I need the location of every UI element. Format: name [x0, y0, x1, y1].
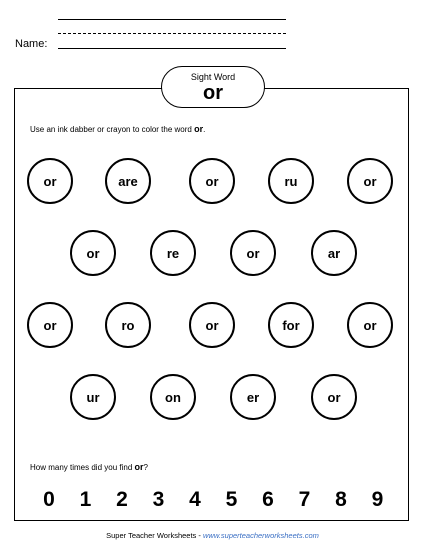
word-bubble[interactable]: or — [347, 158, 393, 204]
word-bubble[interactable]: on — [150, 374, 196, 420]
word-bubble[interactable]: or — [230, 230, 276, 276]
word-bubble[interactable]: or — [189, 302, 235, 348]
word-bubble[interactable]: are — [105, 158, 151, 204]
answer-number[interactable]: 3 — [152, 488, 165, 511]
answer-number[interactable]: 4 — [189, 488, 201, 511]
answer-number[interactable]: 6 — [262, 488, 274, 511]
badge-title: Sight Word — [190, 72, 236, 82]
word-bubble[interactable]: ur — [70, 374, 116, 420]
answer-number[interactable]: 9 — [371, 488, 384, 511]
answer-number[interactable]: 1 — [79, 488, 92, 511]
answer-number[interactable]: 2 — [116, 488, 128, 511]
answer-number[interactable]: 0 — [43, 488, 55, 511]
word-bubble[interactable]: or — [189, 158, 235, 204]
word-bubble[interactable]: ru — [268, 158, 314, 204]
question-suffix: ? — [143, 463, 148, 472]
word-bubble[interactable]: ar — [311, 230, 357, 276]
question-word: or — [134, 462, 144, 472]
answer-number[interactable]: 5 — [225, 488, 238, 511]
word-bubble[interactable]: ro — [105, 302, 151, 348]
question-text — [30, 462, 148, 472]
badge-word: or — [203, 82, 223, 104]
name-dashed-line — [58, 33, 286, 34]
word-bubble[interactable]: or — [347, 302, 393, 348]
name-label: Name: — [15, 38, 48, 50]
sight-word-badge — [161, 66, 265, 108]
question-prefix: How many times did you find — [30, 463, 135, 472]
word-bubble[interactable]: re — [150, 230, 196, 276]
name-bottom-line[interactable] — [58, 48, 286, 49]
name-top-line — [58, 19, 286, 20]
word-bubble[interactable]: or — [70, 230, 116, 276]
footer-text: Super Teacher Worksheets - — [106, 531, 203, 540]
footer — [0, 531, 425, 540]
answer-numbers — [32, 486, 392, 514]
footer-link[interactable]: www.superteacherworksheets.com — [202, 531, 319, 540]
word-bubble[interactable]: or — [311, 374, 357, 420]
instruction-suffix: . — [203, 125, 206, 134]
answer-number[interactable]: 8 — [335, 488, 347, 511]
word-bubble[interactable]: or — [27, 302, 73, 348]
word-bubble[interactable]: for — [268, 302, 314, 348]
answer-number[interactable]: 7 — [298, 488, 311, 511]
word-bubble[interactable]: or — [27, 158, 73, 204]
instruction-text — [30, 124, 205, 134]
word-bubble[interactable]: er — [230, 374, 276, 420]
instruction-prefix: Use an ink dabber or crayon to color the word — [30, 125, 195, 134]
instruction-word: or — [194, 124, 204, 134]
